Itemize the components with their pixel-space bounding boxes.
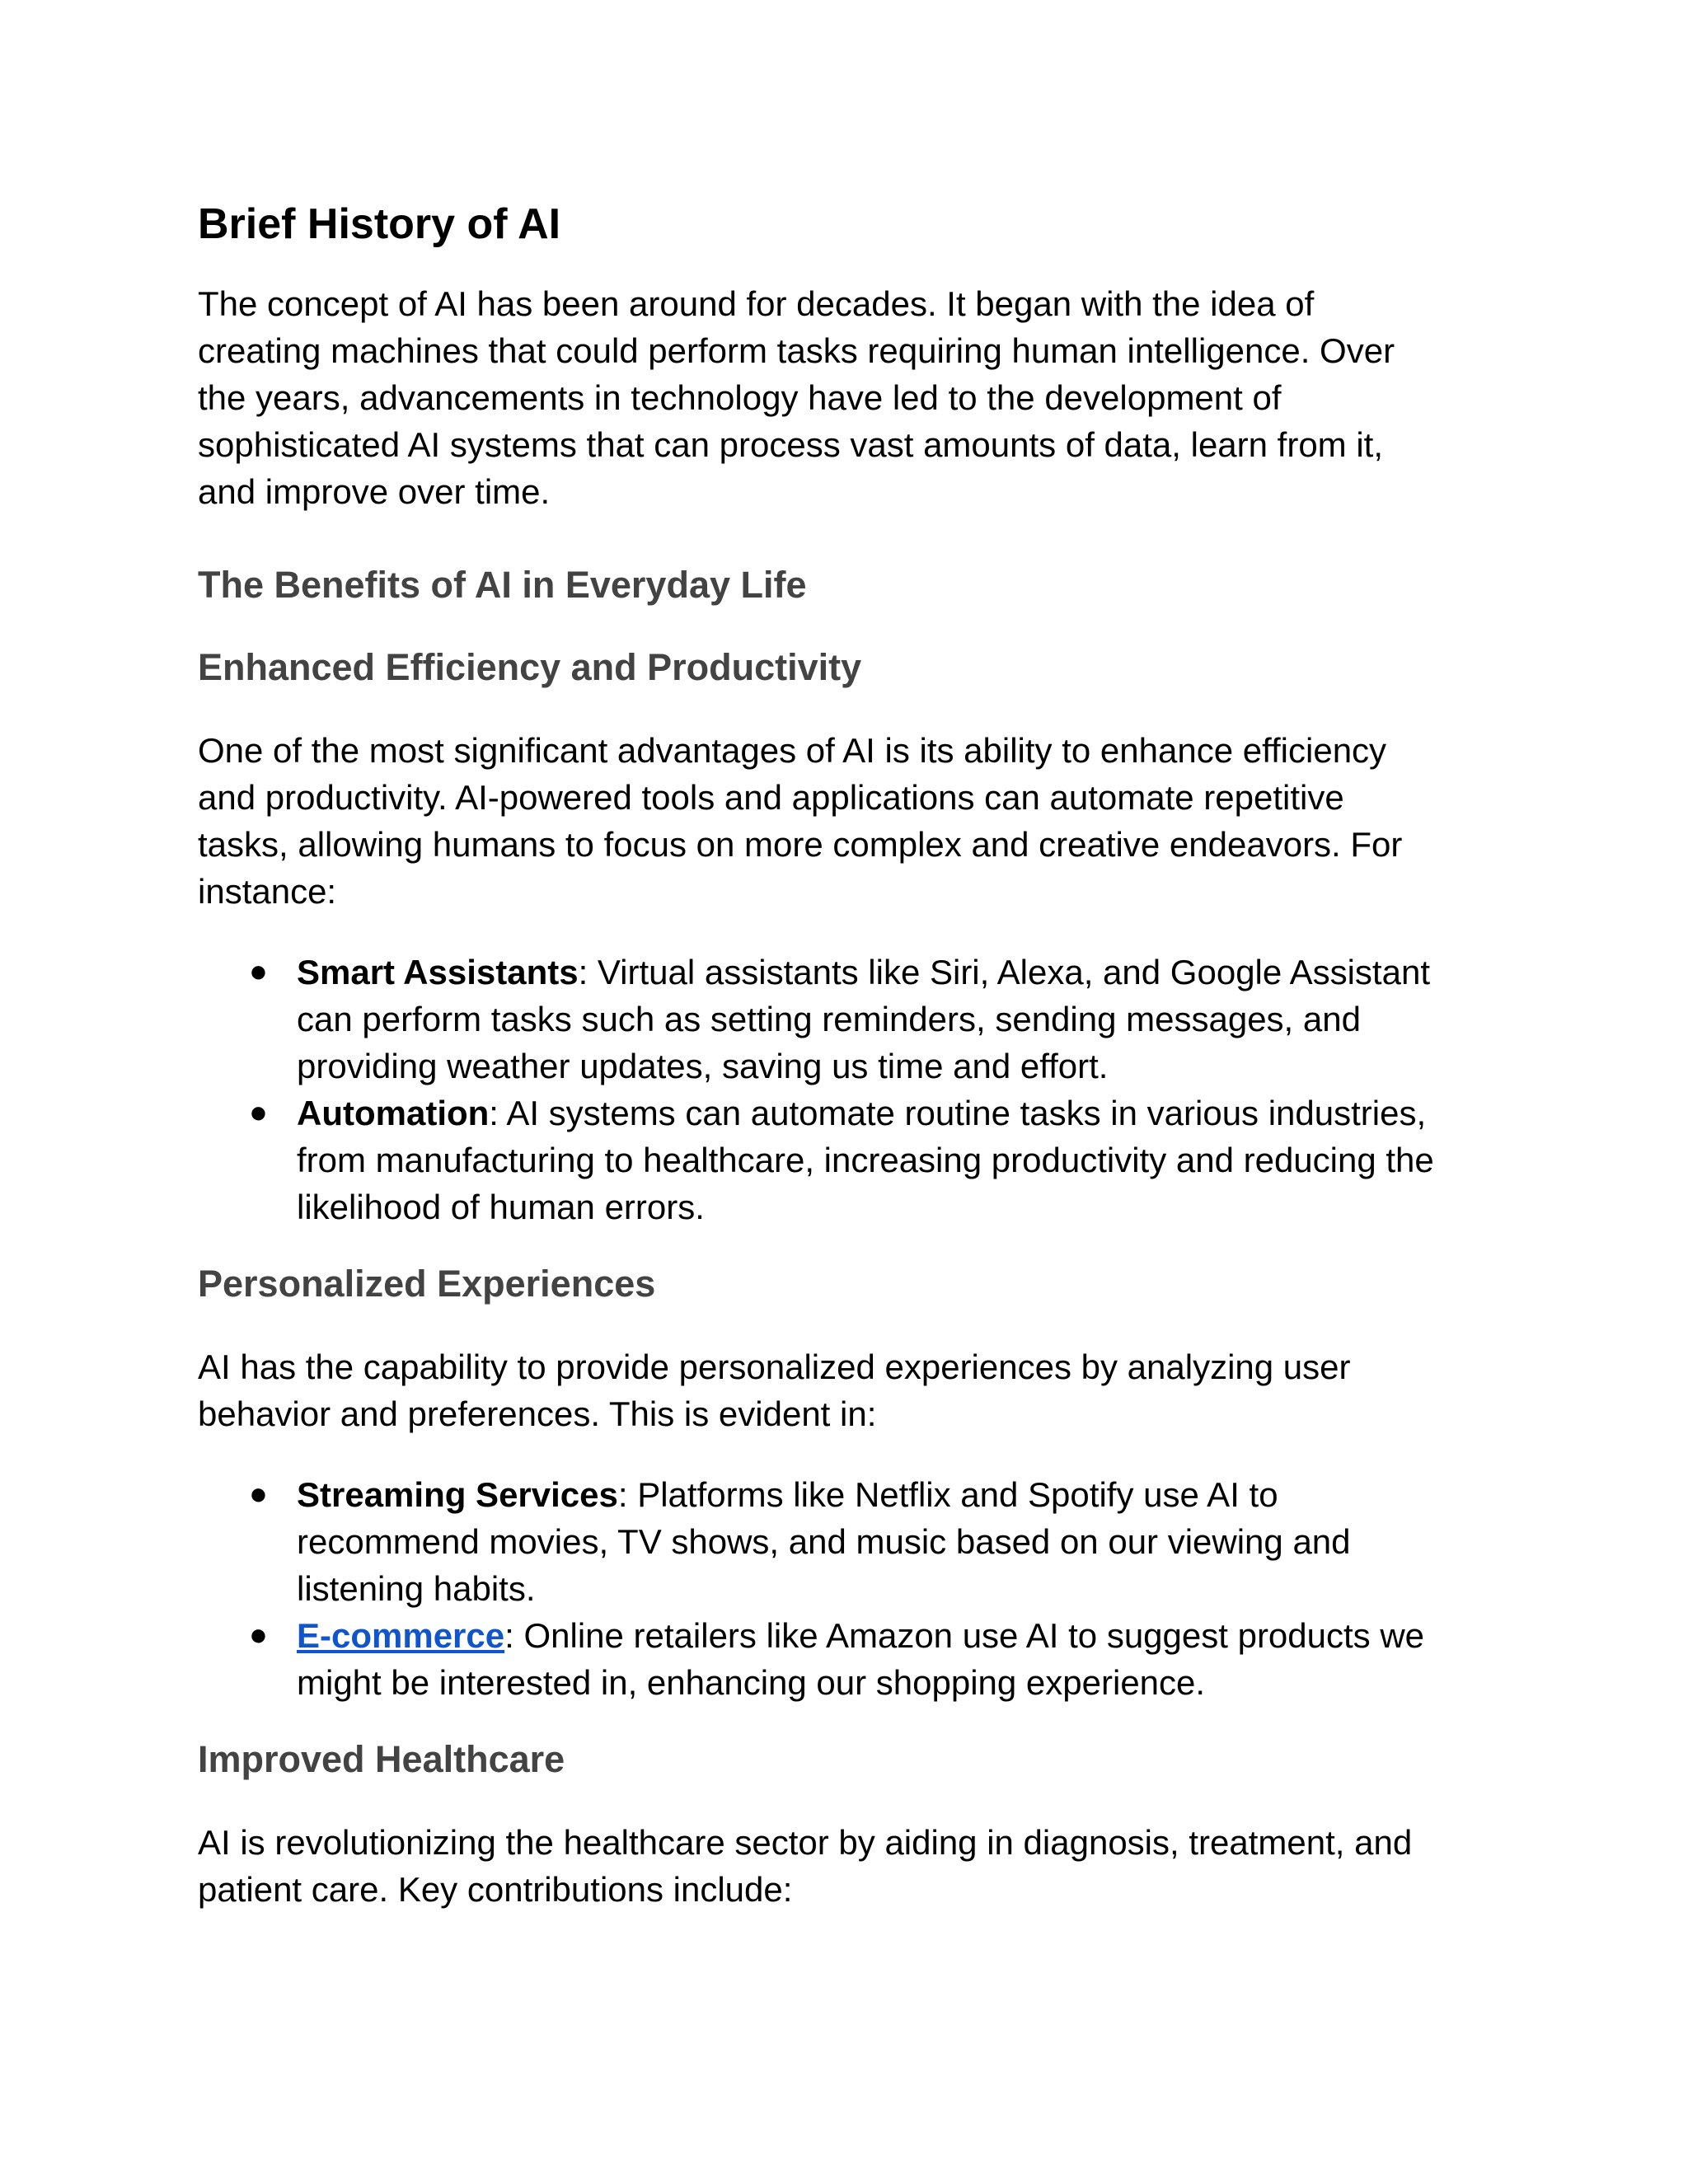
intro-line: and improve over time. [198,472,551,511]
bullet-line: from manufacturing to healthcare, increasing productivity and reducing the [297,1141,1434,1179]
bullet-text: : Virtual assistants like Siri, Alexa, and Google Assistant [578,953,1430,991]
ecommerce-link[interactable]: E-commerce [297,1616,505,1655]
intro-line: sophisticated AI systems that can process vast amounts of data, learn from it, [198,425,1384,464]
bullet-term-smart-assistants: Smart Assistants [297,953,579,991]
bullet-text: : AI systems can automate routine tasks in various industries, [489,1094,1427,1132]
list-item [198,1090,1434,1230]
bullet-line: listening habits. [297,1569,536,1608]
heading-healthcare: Improved Healthcare [198,1738,565,1780]
healthcare-line: AI is revolutionizing the healthcare sector by aiding in diagnosis, treatment, and [198,1823,1413,1862]
bullet-text: : Platforms like Netflix and Spotify use AI to [617,1475,1278,1514]
intro-paragraph [198,280,1517,515]
bullet-term-automation: Automation [297,1094,490,1132]
personalized-paragraph [198,1343,1517,1437]
healthcare-line: patient care. Key contributions include: [198,1870,793,1909]
bullet-text: : Online retailers like Amazon use AI to suggest products we [504,1616,1425,1655]
page-title: Brief History of AI [198,200,561,248]
efficiency-line: and productivity. AI-powered tools and applications can automate repetitive [198,778,1344,817]
bullet-line [297,1612,1424,1659]
bullet-icon: ● [249,1095,268,1130]
list-item [198,1612,1424,1706]
intro-line: the years, advancements in technology have led to the development of [198,378,1282,417]
list-item [198,949,1434,1090]
bullet-line: might be interested in, enhancing our shopping experience. [297,1663,1206,1702]
heading-benefits: The Benefits of AI in Everyday Life [198,564,807,606]
efficiency-paragraph [198,727,1517,915]
intro-line: The concept of AI has been around for decades. It began with the idea of [198,284,1315,323]
bullet-icon: ● [249,954,268,989]
bullet-line [297,1090,1434,1137]
personalized-bullet-list [198,1471,1424,1706]
efficiency-line: tasks, allowing humans to focus on more complex and creative endeavors. For [198,825,1403,864]
bullet-term-streaming-services: Streaming Services [297,1475,618,1514]
bullet-line [297,1471,1424,1518]
heading-personalized: Personalized Experiences [198,1263,656,1305]
efficiency-line: instance: [198,872,337,911]
heading-efficiency: Enhanced Efficiency and Productivity [198,646,862,688]
healthcare-paragraph [198,1819,1517,1913]
bullet-line: providing weather updates, saving us time and effort. [297,1047,1109,1085]
bullet-line [297,949,1434,996]
intro-line: creating machines that could perform tasks requiring human intelligence. Over [198,331,1395,370]
bullet-icon: ● [249,1618,268,1652]
personalized-line: AI has the capability to provide personalized experiences by analyzing user [198,1347,1351,1386]
efficiency-bullet-list [198,949,1434,1230]
bullet-icon: ● [249,1477,268,1511]
bullet-line: likelihood of human errors. [297,1188,705,1226]
efficiency-line: One of the most significant advantages of AI is its ability to enhance efficiency [198,731,1387,770]
list-item [198,1471,1424,1612]
bullet-line: can perform tasks such as setting reminders, sending messages, and [297,1000,1361,1038]
bullet-line: recommend movies, TV shows, and music based on our viewing and [297,1522,1351,1561]
personalized-line: behavior and preferences. This is evident in: [198,1394,877,1433]
